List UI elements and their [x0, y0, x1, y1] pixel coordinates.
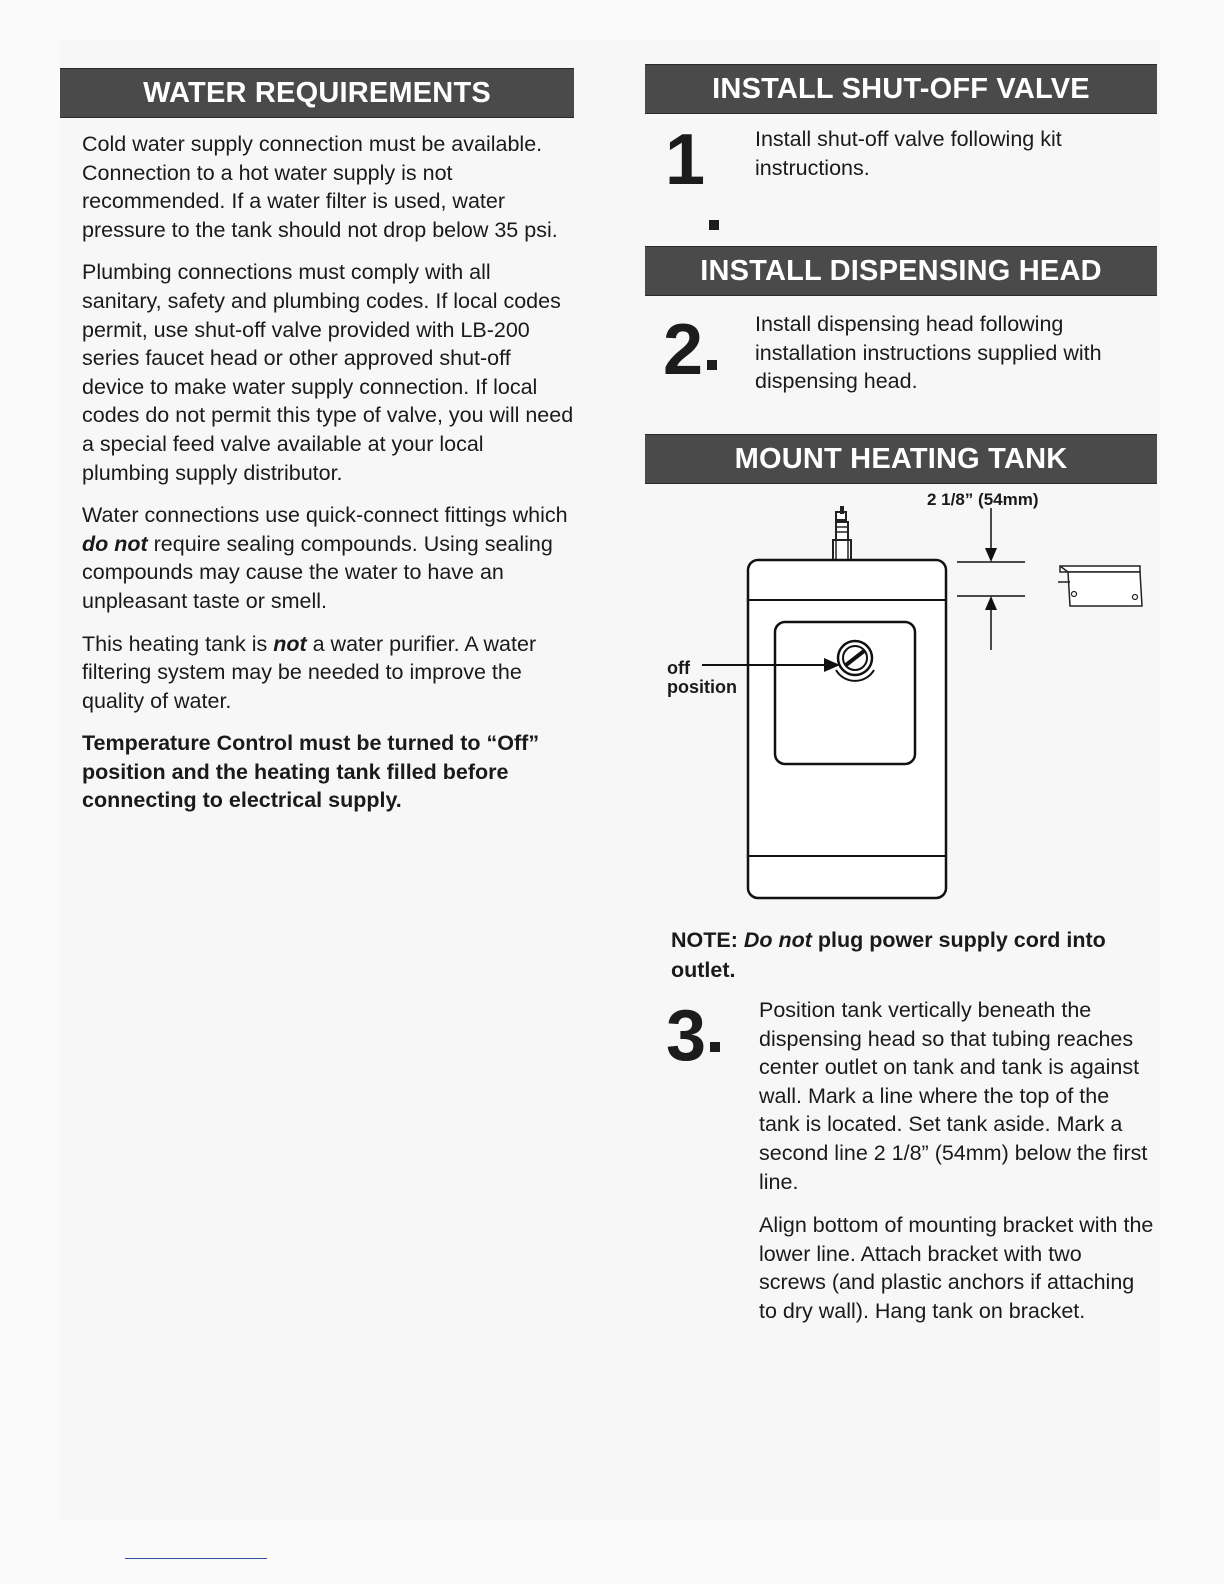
cold-water-paragraph: Cold water supply connection must be available. Connection to a hot water supply is not recommended. If a water filter is used, water pressure to the tank should not drop below 35 psi.	[82, 132, 558, 242]
dimension-marker	[957, 508, 1025, 650]
water-requirements-section	[60, 68, 574, 829]
step-1	[645, 114, 1157, 246]
emphasis-do-not: do not	[82, 531, 148, 556]
step-number: 2	[663, 310, 702, 390]
step-3-position-paragraph: Position tank vertically beneath the dispensing head so that tubing reaches center outlet on tank and tank is against wall. Mark a line where the top of the tank is located. Set tank aside. Mark a second line 2 1/8” (54mm) below the first line.	[759, 998, 1148, 1194]
water-requirements-body	[60, 118, 574, 815]
outlet-fitting	[833, 506, 851, 560]
install-steps-column	[645, 64, 1157, 484]
step-dot	[707, 360, 717, 370]
text-segment: plug power supply cord into outlet.	[671, 928, 1106, 982]
off-label: off	[667, 658, 690, 678]
heating-tank-diagram	[650, 500, 1160, 910]
text-segment: require sealing compounds. Using sealing compounds may cause the water to have an unpleasant taste or smell.	[82, 531, 553, 613]
text-segment: This heating tank is	[82, 631, 274, 656]
step-3-bracket-paragraph: Align bottom of mounting bracket with the lower line. Attach bracket with two screws (and plastic anchors if attaching to dry wall). Hang tank on bracket.	[759, 1213, 1154, 1323]
dimension-label: 2 1/8” (54mm)	[927, 490, 1039, 509]
note-label: NOTE:	[671, 928, 738, 952]
step-2-text: Install dispensing head following installation instructions supplied with dispensing head.	[755, 312, 1102, 394]
emphasis-do-not: Do not	[743, 928, 812, 952]
footer-rule	[125, 1558, 267, 1559]
position-label: position	[667, 677, 737, 697]
step-3-dot	[710, 1042, 720, 1052]
step-dot	[709, 220, 719, 230]
mounting-bracket-icon	[1058, 566, 1142, 606]
step-2	[645, 296, 1157, 434]
step-number: 1	[665, 120, 704, 200]
water-requirements-heading: WATER REQUIREMENTS	[60, 68, 574, 118]
text-segment: a water purifier. A water filtering system may be needed to improve the quality of water.	[82, 631, 537, 713]
mount-heating-tank-heading: MOUNT HEATING TANK	[645, 434, 1157, 484]
shut-off-valve-heading: INSTALL SHUT-OFF VALVE	[645, 64, 1157, 114]
emphasis-not: not	[273, 631, 307, 656]
step-3-text	[759, 996, 1154, 1326]
quick-connect-paragraph	[82, 501, 574, 615]
temperature-control-warning: Temperature Control must be turned to “Off” position and the heating tank filled before connecting to electrical supply.	[82, 731, 540, 813]
plumbing-codes-paragraph: Plumbing connections must comply with all sanitary, safety and plumbing codes. If local codes permit, use shut-off valve provided with LB-200 series faucet head or other approved shut-off device to make water supply connection. If local codes do not permit this type of valve, you will need a special feed valve available at your local plumbing supply distributor.	[82, 260, 574, 485]
step-3-number: 3	[666, 996, 705, 1076]
power-cord-note	[671, 925, 1131, 985]
dispensing-head-heading: INSTALL DISPENSING HEAD	[645, 246, 1157, 296]
step-1-text: Install shut-off valve following kit instructions.	[755, 127, 1062, 180]
text-segment: Water connections use quick-connect fittings which	[82, 503, 568, 528]
not-purifier-paragraph	[82, 630, 574, 716]
